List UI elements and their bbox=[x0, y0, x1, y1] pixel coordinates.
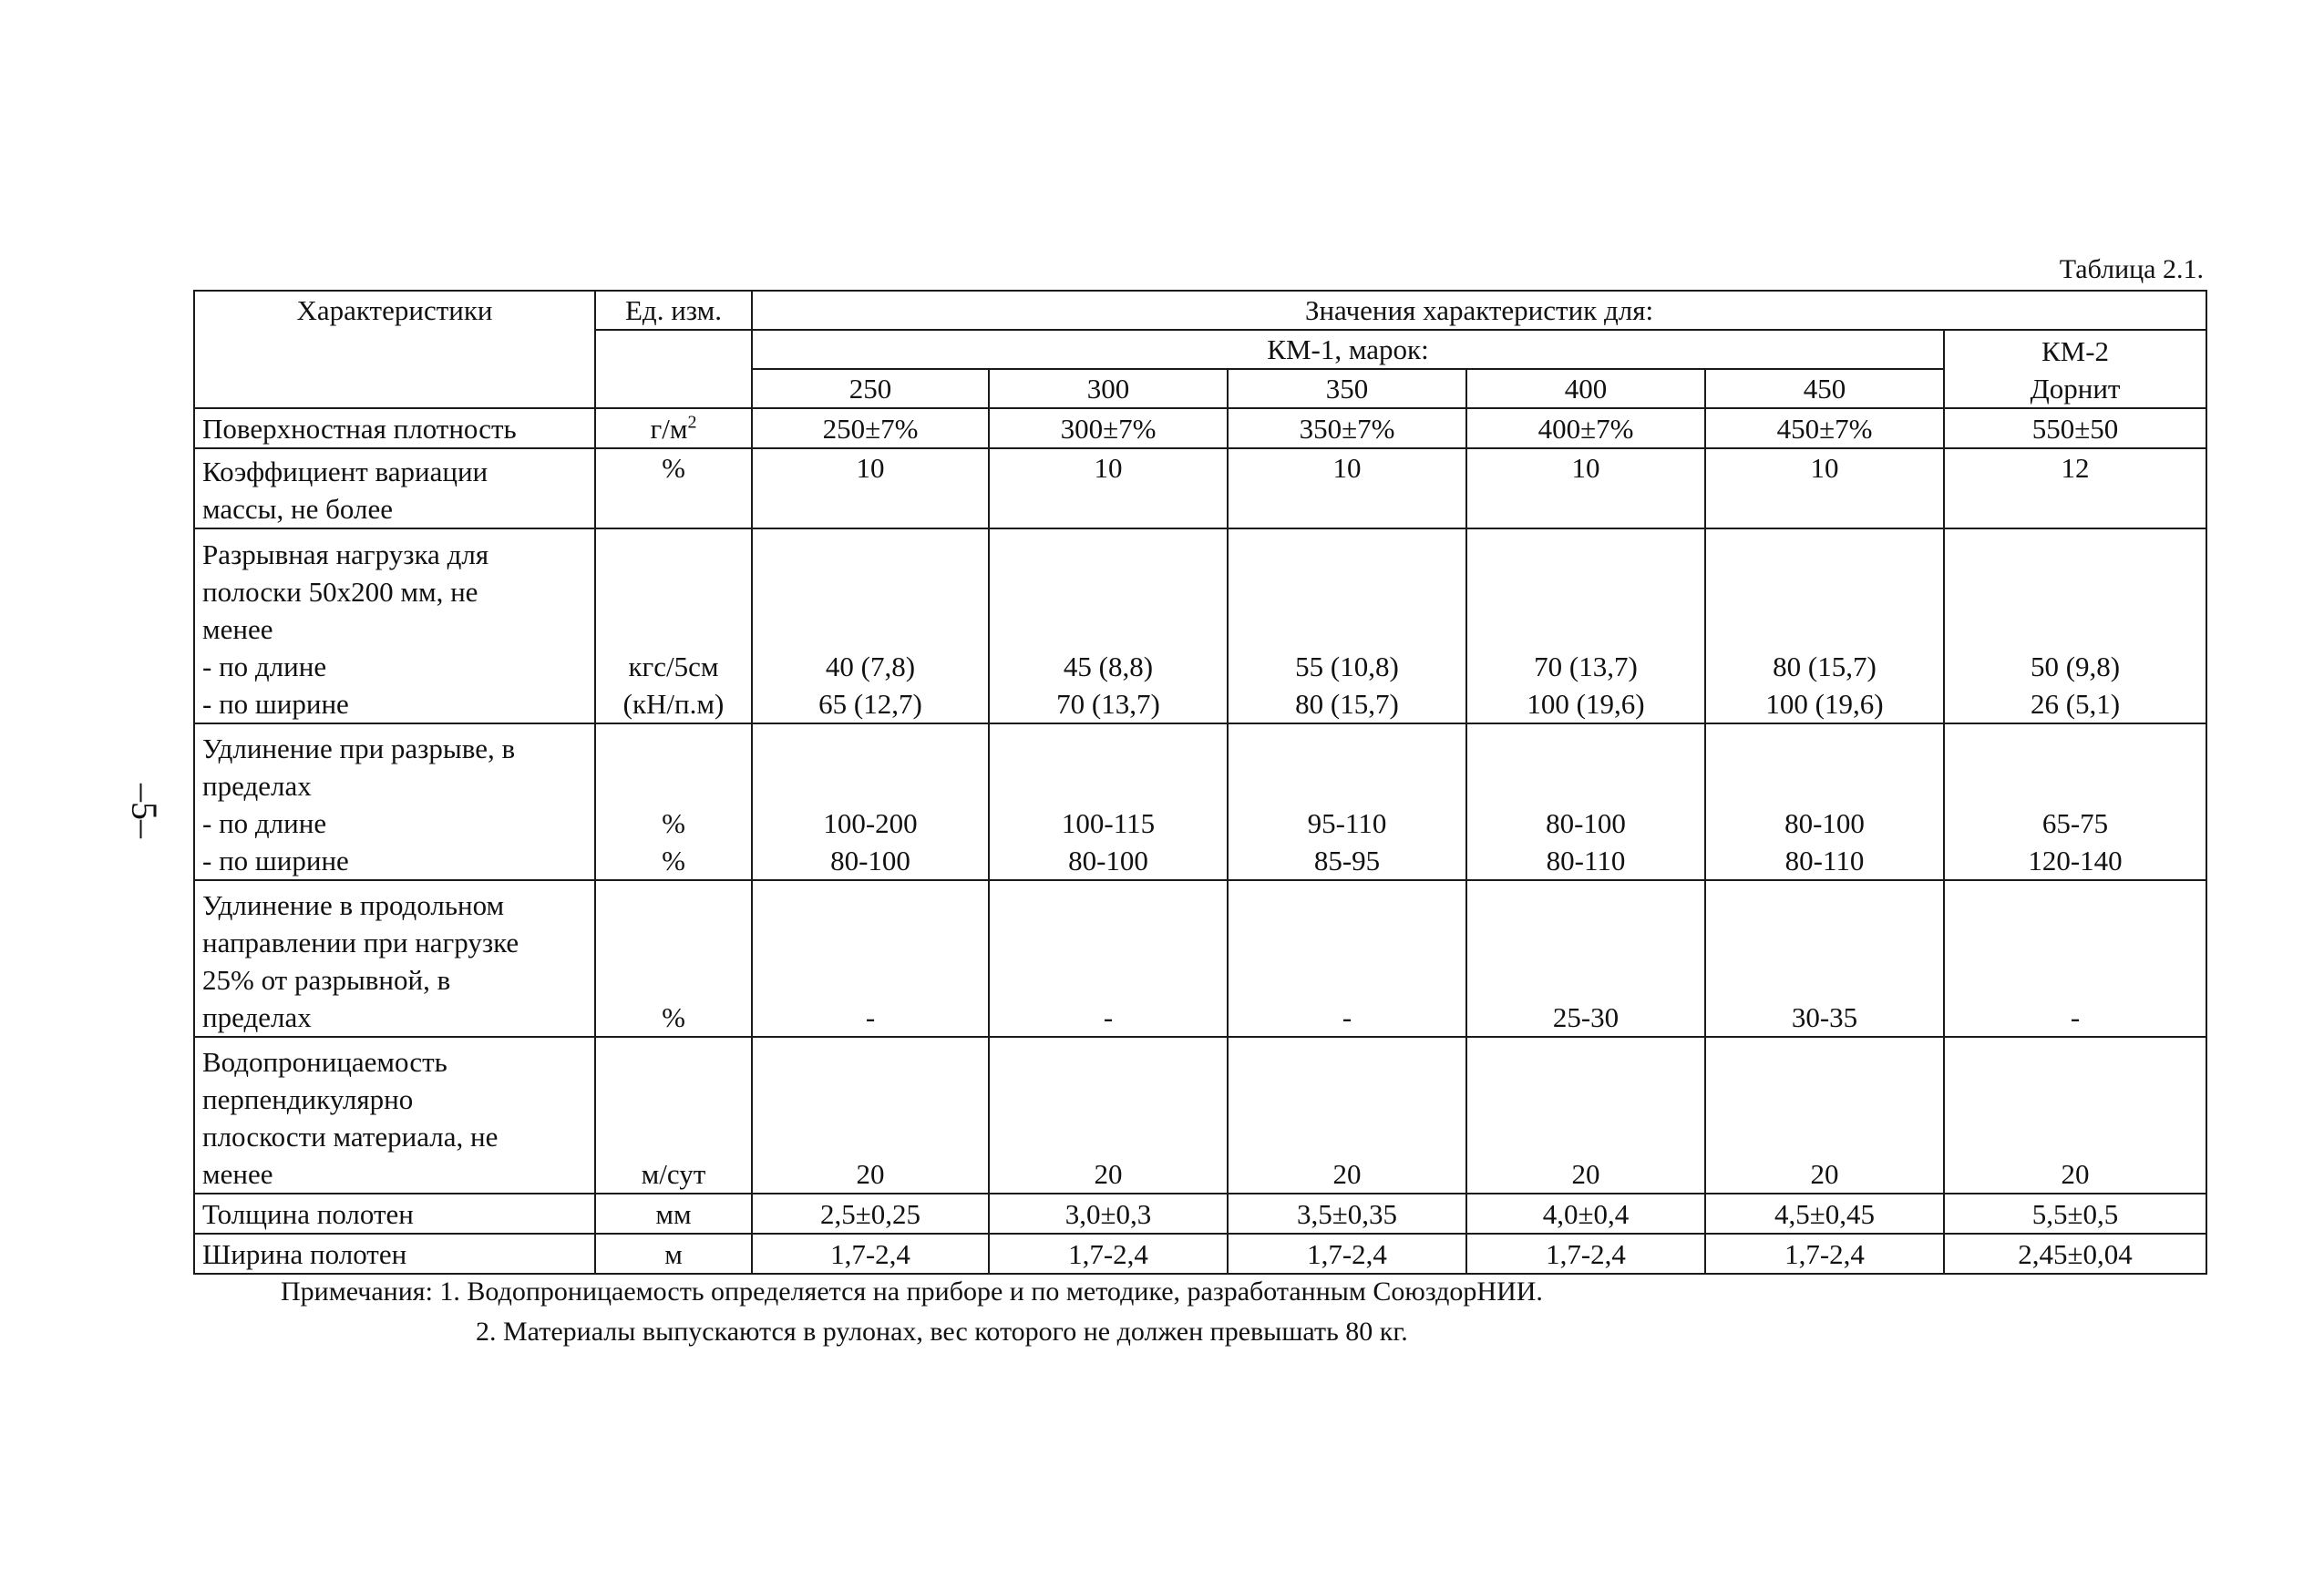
cell-line: 80-110 bbox=[1546, 845, 1626, 877]
table-cell: 10 bbox=[1228, 448, 1466, 528]
cell-line: 95-110 bbox=[1307, 807, 1387, 839]
row-name-line: плоскости материала, не bbox=[202, 1121, 499, 1153]
row-unit: м bbox=[595, 1234, 752, 1274]
table-cell: 400±7% bbox=[1466, 408, 1705, 448]
table-cell bbox=[989, 723, 1228, 880]
table-cell: 1,7-2,4 bbox=[1466, 1234, 1705, 1274]
table-row bbox=[194, 528, 2206, 723]
table-cell: 2,45±0,04 bbox=[1944, 1234, 2206, 1274]
table-cell: 20 bbox=[1228, 1037, 1466, 1194]
row-unit: м/сут bbox=[595, 1037, 752, 1194]
row-name-line: Коэффициент вариации bbox=[202, 456, 488, 487]
table-cell: 20 bbox=[1466, 1037, 1705, 1194]
table-cell bbox=[1944, 723, 2206, 880]
table-cell: - bbox=[752, 880, 989, 1037]
table-cell: 3,0±0,3 bbox=[989, 1194, 1228, 1234]
table-cell: 250±7% bbox=[752, 408, 989, 448]
table-cell bbox=[1228, 528, 1466, 723]
header-km2-label: КМ-2 bbox=[2041, 335, 2110, 367]
row-unit-sup: 2 bbox=[687, 412, 697, 433]
table-cell: - bbox=[989, 880, 1228, 1037]
row-name bbox=[194, 528, 595, 723]
row-unit-line: % bbox=[662, 845, 685, 877]
table-cell: 5,5±0,5 bbox=[1944, 1194, 2206, 1234]
row-name-line: - по ширине bbox=[202, 845, 349, 877]
table-row bbox=[194, 1234, 2206, 1274]
table-cell: 4,0±0,4 bbox=[1466, 1194, 1705, 1234]
cell-line: 100 (19,6) bbox=[1527, 688, 1645, 720]
table-cell bbox=[752, 723, 989, 880]
table-cell: 10 bbox=[752, 448, 989, 528]
row-name bbox=[194, 1194, 595, 1234]
cell-line: 100 (19,6) bbox=[1765, 688, 1884, 720]
table-cell: 25-30 bbox=[1466, 880, 1705, 1037]
row-unit bbox=[595, 408, 752, 448]
header-unit: Ед. изм. bbox=[595, 291, 752, 330]
table-cell: 4,5±0,45 bbox=[1705, 1194, 1944, 1234]
table-row bbox=[194, 880, 2206, 1037]
row-name-line: Поверхностная плотность bbox=[202, 413, 517, 445]
row-name-line: Разрывная нагрузка для bbox=[202, 538, 489, 570]
cell-line: 50 (9,8) bbox=[2030, 651, 2121, 682]
cell-line: 40 (7,8) bbox=[825, 651, 916, 682]
table-row bbox=[194, 723, 2206, 880]
header-km2-name: Дорнит bbox=[2030, 373, 2121, 405]
row-name-line: - по длине bbox=[202, 807, 327, 839]
row-name-line: направлении при нагрузке bbox=[202, 927, 519, 959]
table-caption: Таблица 2.1. bbox=[2059, 254, 2204, 284]
header-grade: 400 bbox=[1466, 369, 1705, 408]
cell-line: 80-100 bbox=[1068, 845, 1148, 877]
table-cell bbox=[1466, 528, 1705, 723]
table-cell bbox=[989, 528, 1228, 723]
row-unit-line: (кН/п.м) bbox=[622, 688, 725, 720]
table-cell: 30-35 bbox=[1705, 880, 1944, 1037]
table-cell: 1,7-2,4 bbox=[1228, 1234, 1466, 1274]
row-unit: мм bbox=[595, 1194, 752, 1234]
table-cell: 20 bbox=[752, 1037, 989, 1194]
cell-line: 80-100 bbox=[1546, 807, 1626, 839]
table-cell bbox=[1228, 723, 1466, 880]
cell-line: 26 (5,1) bbox=[2030, 688, 2121, 720]
table-cell: - bbox=[1228, 880, 1466, 1037]
cell-line: 70 (13,7) bbox=[1534, 651, 1638, 682]
cell-line: 85-95 bbox=[1313, 845, 1381, 877]
row-name-line: массы, не более bbox=[202, 493, 393, 525]
row-name-line: Удлинение при разрыве, в bbox=[202, 733, 516, 764]
cell-line: 65-75 bbox=[2041, 807, 2109, 839]
row-name-line: полоски 50х200 мм, не bbox=[202, 576, 478, 608]
table-cell: 2,5±0,25 bbox=[752, 1194, 989, 1234]
row-name bbox=[194, 448, 595, 528]
cell-line: 80 (15,7) bbox=[1295, 688, 1399, 720]
cell-line: 55 (10,8) bbox=[1295, 651, 1399, 682]
cell-line: 70 (13,7) bbox=[1056, 688, 1160, 720]
header-km2 bbox=[1944, 330, 2206, 408]
row-name bbox=[194, 408, 595, 448]
header-unit-blank bbox=[595, 330, 752, 408]
table-cell bbox=[1705, 723, 1944, 880]
row-name-line: перпендикулярно bbox=[202, 1083, 414, 1115]
table-row bbox=[194, 408, 2206, 448]
row-unit: % bbox=[595, 448, 752, 528]
table-cell: 10 bbox=[1466, 448, 1705, 528]
header-grade: 300 bbox=[989, 369, 1228, 408]
header-row-1 bbox=[194, 291, 2206, 330]
table-cell: 3,5±0,35 bbox=[1228, 1194, 1466, 1234]
row-name-line: - по длине bbox=[202, 651, 327, 682]
header-characteristics: Характеристики bbox=[194, 291, 595, 408]
row-name-line: Толщина полотен bbox=[202, 1198, 414, 1230]
header-grade: 350 bbox=[1228, 369, 1466, 408]
row-unit-line: кгс/5см bbox=[628, 651, 719, 682]
table-cell bbox=[1705, 528, 1944, 723]
cell-line: 120-140 bbox=[2028, 845, 2123, 877]
table-cell: 20 bbox=[989, 1037, 1228, 1194]
cell-line: 65 (12,7) bbox=[818, 688, 922, 720]
table-cell: 1,7-2,4 bbox=[752, 1234, 989, 1274]
cell-line: 100-115 bbox=[1061, 807, 1156, 839]
table-cell: - bbox=[1944, 880, 2206, 1037]
table-cell: 350±7% bbox=[1228, 408, 1466, 448]
row-name-line: Удлинение в продольном bbox=[202, 889, 505, 921]
row-name bbox=[194, 1037, 595, 1194]
table-row bbox=[194, 1037, 2206, 1194]
note-1: Примечания: 1. Водопроницаемость определяется на приборе и по методике, разработанным СоюздорНИИ. bbox=[281, 1276, 1543, 1307]
table-cell: 1,7-2,4 bbox=[1705, 1234, 1944, 1274]
cell-line: 80-110 bbox=[1784, 845, 1865, 877]
table-cell: 20 bbox=[1944, 1037, 2206, 1194]
table-cell bbox=[1466, 723, 1705, 880]
row-name-line: менее bbox=[202, 613, 273, 645]
cell-line: 80-100 bbox=[1784, 807, 1865, 839]
table-row bbox=[194, 448, 2206, 528]
notes bbox=[281, 1272, 1543, 1352]
table-cell: 450±7% bbox=[1705, 408, 1944, 448]
table-cell bbox=[752, 528, 989, 723]
table-cell: 300±7% bbox=[989, 408, 1228, 448]
table-cell: 1,7-2,4 bbox=[989, 1234, 1228, 1274]
cell-line: 80 (15,7) bbox=[1773, 651, 1877, 682]
row-unit bbox=[595, 528, 752, 723]
table-cell: 10 bbox=[1705, 448, 1944, 528]
header-values-for: Значения характеристик для: bbox=[752, 291, 2206, 330]
cell-line: 80-100 bbox=[830, 845, 910, 877]
header-grade: 250 bbox=[752, 369, 989, 408]
row-unit: % bbox=[595, 880, 752, 1037]
table-cell: 12 bbox=[1944, 448, 2206, 528]
page-number: –5– bbox=[124, 784, 165, 838]
table-cell: 550±50 bbox=[1944, 408, 2206, 448]
header-km1: КМ-1, марок: bbox=[752, 330, 1944, 369]
row-name-line: пределах bbox=[202, 770, 312, 802]
row-unit-text: г/м bbox=[650, 413, 688, 445]
row-name bbox=[194, 1234, 595, 1274]
row-name-line: пределах bbox=[202, 1001, 312, 1033]
row-name-line: 25% от разрывной, в bbox=[202, 964, 451, 996]
specifications-table bbox=[193, 290, 2207, 1275]
row-name bbox=[194, 723, 595, 880]
table-cell bbox=[1944, 528, 2206, 723]
row-name-line: - по ширине bbox=[202, 688, 349, 720]
row-name bbox=[194, 880, 595, 1037]
note-2: 2. Материалы выпускаются в рулонах, вес которого не должен превышать 80 кг. bbox=[476, 1317, 1408, 1347]
cell-line: 45 (8,8) bbox=[1063, 651, 1154, 682]
row-name-line: Ширина полотен bbox=[202, 1238, 407, 1270]
row-name-line: менее bbox=[202, 1158, 273, 1190]
table-row bbox=[194, 1194, 2206, 1234]
row-unit-line: % bbox=[662, 807, 685, 839]
cell-line: 100-200 bbox=[823, 807, 918, 839]
table-cell: 10 bbox=[989, 448, 1228, 528]
row-name-line: Водопроницаемость bbox=[202, 1046, 447, 1078]
table-cell: 20 bbox=[1705, 1037, 1944, 1194]
header-grade: 450 bbox=[1705, 369, 1944, 408]
row-unit bbox=[595, 723, 752, 880]
